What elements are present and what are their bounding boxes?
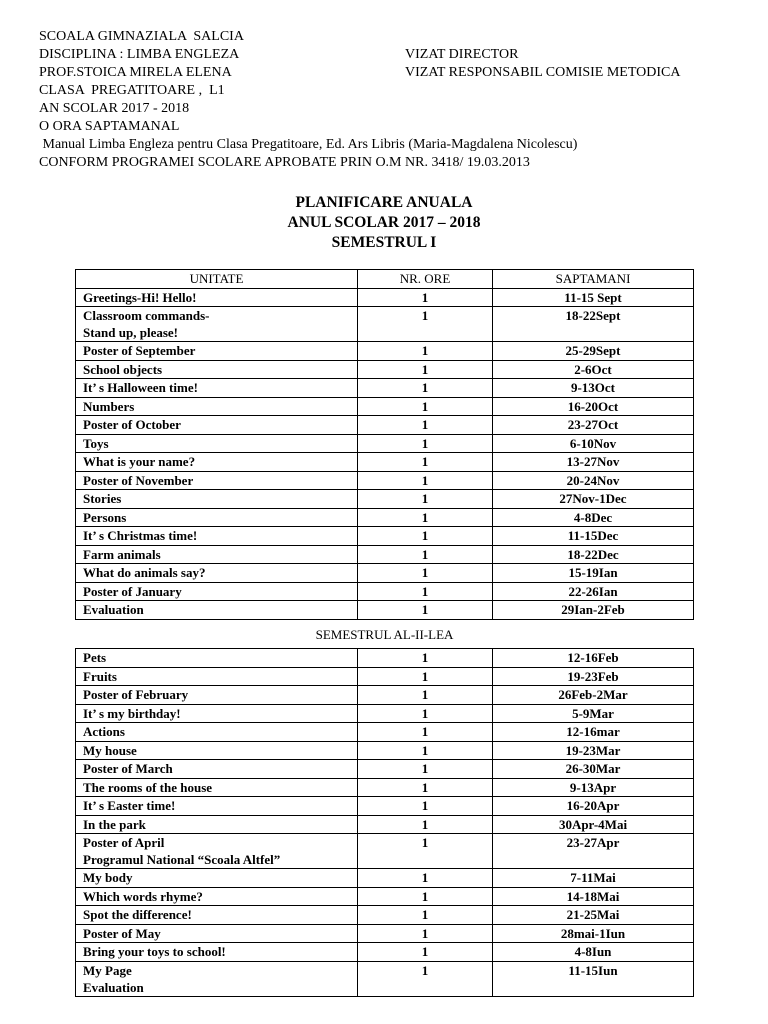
hours-cell: 1 xyxy=(358,906,493,925)
col-weeks-header: SAPTAMANI xyxy=(493,270,694,289)
hours-cell: 1 xyxy=(358,797,493,816)
unit-cell xyxy=(76,490,358,509)
unit-cell xyxy=(76,453,358,472)
hours-cell: 1 xyxy=(358,667,493,686)
unit-line: Farm animals xyxy=(83,546,161,562)
hours-cell: 1 xyxy=(358,379,493,398)
semester1-title: SEMESTRUL I xyxy=(331,234,437,251)
hours-cell: 1 xyxy=(358,508,493,527)
school-name: SCOALA GIMNAZIALA SALCIA xyxy=(39,29,244,44)
table-row xyxy=(76,834,694,869)
unit-line: Evaluation xyxy=(83,979,144,995)
table-row xyxy=(76,741,694,760)
hours-cell: 1 xyxy=(358,582,493,601)
doc-title: PLANIFICARE ANUALA xyxy=(295,194,473,211)
weeks-cell: 16-20Oct xyxy=(493,397,694,416)
unit-cell xyxy=(76,815,358,834)
unit-cell xyxy=(76,869,358,888)
table-row xyxy=(76,397,694,416)
weeks-cell: 19-23Feb xyxy=(493,667,694,686)
table-row xyxy=(76,490,694,509)
table-row xyxy=(76,778,694,797)
hours-cell: 1 xyxy=(358,545,493,564)
weeks-cell: 12-16Feb xyxy=(493,649,694,668)
table-row xyxy=(76,582,694,601)
unit-line: Stories xyxy=(83,491,122,506)
table-row xyxy=(76,649,694,668)
table-row xyxy=(76,760,694,779)
unit-line: Classroom commands- xyxy=(83,308,210,323)
hours-cell: 1 xyxy=(358,943,493,962)
unit-cell xyxy=(76,649,358,668)
unit-line: What is your name? xyxy=(83,454,196,469)
unit-cell xyxy=(76,397,358,416)
table-row xyxy=(76,434,694,453)
unit-line: It’ s Easter time! xyxy=(83,798,176,813)
unit-cell xyxy=(76,471,358,490)
unit-line: In the park xyxy=(83,816,146,832)
unit-cell xyxy=(76,943,358,962)
unit-line: Poster of February xyxy=(83,687,189,702)
table-row xyxy=(76,527,694,546)
weeks-cell: 2-6Oct xyxy=(493,360,694,379)
table-row xyxy=(76,924,694,943)
unit-cell xyxy=(76,760,358,779)
discipline: DISCIPLINA : LIMBA ENGLEZA xyxy=(39,47,240,62)
table-row xyxy=(76,342,694,361)
weeks-cell: 26-30Mar xyxy=(493,760,694,779)
hours-cell: 1 xyxy=(358,342,493,361)
unit-cell xyxy=(76,741,358,760)
hours-cell: 1 xyxy=(358,453,493,472)
unit-cell xyxy=(76,704,358,723)
hours-cell: 1 xyxy=(358,434,493,453)
semester1-table xyxy=(75,269,694,620)
hours-cell: 1 xyxy=(358,307,493,342)
table-row xyxy=(76,471,694,490)
vizat-director: VIZAT DIRECTOR xyxy=(405,47,519,62)
unit-cell xyxy=(76,723,358,742)
unit-line: Evaluation xyxy=(83,602,144,617)
unit-line: Pets xyxy=(83,650,107,665)
table-row xyxy=(76,307,694,342)
table-row xyxy=(76,564,694,583)
table-row xyxy=(76,906,694,925)
hours-cell: 1 xyxy=(358,741,493,760)
unit-line: Bring your toys to school! xyxy=(83,944,226,959)
hours-cell: 1 xyxy=(358,760,493,779)
semester2-title: SEMESTRUL AL-II-LEA xyxy=(315,627,454,642)
unit-cell xyxy=(76,508,358,527)
unit-line: Poster of March xyxy=(83,761,173,776)
hours-cell: 1 xyxy=(358,924,493,943)
unit-cell xyxy=(76,778,358,797)
weeks-cell: 9-13Apr xyxy=(493,778,694,797)
unit-line: My body xyxy=(83,870,133,885)
unit-cell xyxy=(76,686,358,705)
semester2-table xyxy=(75,648,694,997)
table-row xyxy=(76,723,694,742)
unit-line: School objects xyxy=(83,361,163,377)
weeks-cell: 4-8Dec xyxy=(493,508,694,527)
table-row xyxy=(76,943,694,962)
teacher-name: PROF.STOICA MIRELA ELENA xyxy=(39,65,232,80)
table-row xyxy=(76,797,694,816)
weeks-cell: 30Apr-4Mai xyxy=(493,815,694,834)
table-row xyxy=(76,961,694,996)
unit-cell xyxy=(76,924,358,943)
unit-line: Programul National “Scoala Altfel” xyxy=(83,852,281,867)
weeks-cell: 13-27Nov xyxy=(493,453,694,472)
hours-cell: 1 xyxy=(358,601,493,620)
hours-cell: 1 xyxy=(358,778,493,797)
unit-line: Persons xyxy=(83,509,127,525)
col-hours-header: NR. ORE xyxy=(358,270,493,289)
hours-cell: 1 xyxy=(358,471,493,490)
hours-cell: 1 xyxy=(358,649,493,668)
weeks-cell: 21-25Mai xyxy=(493,906,694,925)
weeks-cell: 29Ian-2Feb xyxy=(493,601,694,620)
unit-line: The rooms of the house xyxy=(83,779,213,795)
unit-cell xyxy=(76,307,358,342)
table-row xyxy=(76,416,694,435)
unit-line: What do animals say? xyxy=(83,565,206,580)
unit-line: Poster of April xyxy=(83,835,165,850)
manual-reference: Manual Limba Engleza pentru Clasa Pregatitoare, Ed. Ars Libris (Maria-Magdalena Nicolescu) xyxy=(39,137,578,152)
col-unit-header: UNITATE xyxy=(76,270,358,289)
unit-cell xyxy=(76,961,358,996)
hours-cell: 1 xyxy=(358,723,493,742)
unit-cell xyxy=(76,527,358,546)
unit-line: It’ s Christmas time! xyxy=(83,528,198,543)
weeks-cell: 23-27Apr xyxy=(493,834,694,869)
unit-cell xyxy=(76,834,358,869)
table-row xyxy=(76,887,694,906)
unit-line: It’ s my birthday! xyxy=(83,705,181,721)
weeks-cell: 11-15Iun xyxy=(493,961,694,996)
unit-line: My Page xyxy=(83,962,132,978)
table-row xyxy=(76,601,694,620)
hours-cell: 1 xyxy=(358,834,493,869)
hours-cell: 1 xyxy=(358,490,493,509)
table-row xyxy=(76,686,694,705)
unit-line: Poster of October xyxy=(83,417,181,432)
unit-cell xyxy=(76,288,358,307)
hours-cell: 1 xyxy=(358,527,493,546)
class-name: CLASA PREGATITOARE , L1 xyxy=(39,83,225,98)
unit-cell xyxy=(76,887,358,906)
table-row xyxy=(76,545,694,564)
vizat-responsabil: VIZAT RESPONSABIL COMISIE METODICA xyxy=(405,65,681,80)
hours-cell: 1 xyxy=(358,887,493,906)
unit-cell xyxy=(76,582,358,601)
unit-cell xyxy=(76,545,358,564)
unit-cell xyxy=(76,434,358,453)
hours-cell: 1 xyxy=(358,564,493,583)
weeks-cell: 5-9Mar xyxy=(493,704,694,723)
weeks-cell: 23-27Oct xyxy=(493,416,694,435)
weeks-cell: 26Feb-2Mar xyxy=(493,686,694,705)
weeks-cell: 19-23Mar xyxy=(493,741,694,760)
hours-cell: 1 xyxy=(358,686,493,705)
school-year: AN SCOLAR 2017 - 2018 xyxy=(39,101,190,116)
hours-cell: 1 xyxy=(358,704,493,723)
table-row xyxy=(76,667,694,686)
unit-cell xyxy=(76,906,358,925)
unit-cell xyxy=(76,564,358,583)
program-reference: CONFORM PROGRAMEI SCOLARE APROBATE PRIN O.M NR. 3418/ 19.03.2013 xyxy=(39,155,530,170)
weeks-cell: 11-15 Sept xyxy=(493,288,694,307)
weeks-cell: 11-15Dec xyxy=(493,527,694,546)
weeks-cell: 9-13Oct xyxy=(493,379,694,398)
weeks-cell: 16-20Apr xyxy=(493,797,694,816)
unit-line: Which words rhyme? xyxy=(83,888,203,904)
doc-subtitle-year: ANUL SCOLAR 2017 – 2018 xyxy=(287,214,481,231)
unit-line: Stand up, please! xyxy=(83,325,178,340)
unit-line: My house xyxy=(83,742,137,758)
unit-line: It’ s Halloween time! xyxy=(83,380,198,395)
table-row xyxy=(76,288,694,307)
hours-cell: 1 xyxy=(358,397,493,416)
hours-cell: 1 xyxy=(358,869,493,888)
table-row xyxy=(76,453,694,472)
weeks-cell: 22-26Ian xyxy=(493,582,694,601)
hours-cell: 1 xyxy=(358,961,493,996)
unit-cell xyxy=(76,379,358,398)
unit-line: Poster of September xyxy=(83,343,196,358)
unit-line: Greetings-Hi! Hello! xyxy=(83,289,197,305)
table-row xyxy=(76,379,694,398)
weekly-hours: O ORA SAPTAMANAL xyxy=(39,119,180,134)
weeks-cell: 25-29Sept xyxy=(493,342,694,361)
unit-cell xyxy=(76,360,358,379)
weeks-cell: 6-10Nov xyxy=(493,434,694,453)
weeks-cell: 27Nov-1Dec xyxy=(493,490,694,509)
hours-cell: 1 xyxy=(358,360,493,379)
unit-cell xyxy=(76,416,358,435)
unit-line: Poster of January xyxy=(83,583,182,599)
unit-line: Poster of May xyxy=(83,925,161,941)
table-row xyxy=(76,815,694,834)
table-row xyxy=(76,360,694,379)
approval-block xyxy=(405,46,680,82)
weeks-cell: 15-19Ian xyxy=(493,564,694,583)
table-header-row xyxy=(76,270,694,289)
unit-line: Actions xyxy=(83,724,125,739)
unit-cell xyxy=(76,342,358,361)
weeks-cell: 18-22Sept xyxy=(493,307,694,342)
unit-cell xyxy=(76,797,358,816)
unit-line: Fruits xyxy=(83,668,117,684)
unit-line: Poster of November xyxy=(83,472,194,488)
hours-cell: 1 xyxy=(358,288,493,307)
hours-cell: 1 xyxy=(358,416,493,435)
weeks-cell: 7-11Mai xyxy=(493,869,694,888)
table-row xyxy=(76,704,694,723)
unit-line: Spot the difference! xyxy=(83,907,192,922)
unit-line: Toys xyxy=(83,435,109,451)
table-row xyxy=(76,508,694,527)
weeks-cell: 12-16mar xyxy=(493,723,694,742)
weeks-cell: 28mai-1Iun xyxy=(493,924,694,943)
unit-cell xyxy=(76,667,358,686)
weeks-cell: 4-8Iun xyxy=(493,943,694,962)
unit-line: Numbers xyxy=(83,398,135,414)
hours-cell: 1 xyxy=(358,815,493,834)
weeks-cell: 18-22Dec xyxy=(493,545,694,564)
weeks-cell: 14-18Mai xyxy=(493,887,694,906)
weeks-cell: 20-24Nov xyxy=(493,471,694,490)
unit-cell xyxy=(76,601,358,620)
table-row xyxy=(76,869,694,888)
